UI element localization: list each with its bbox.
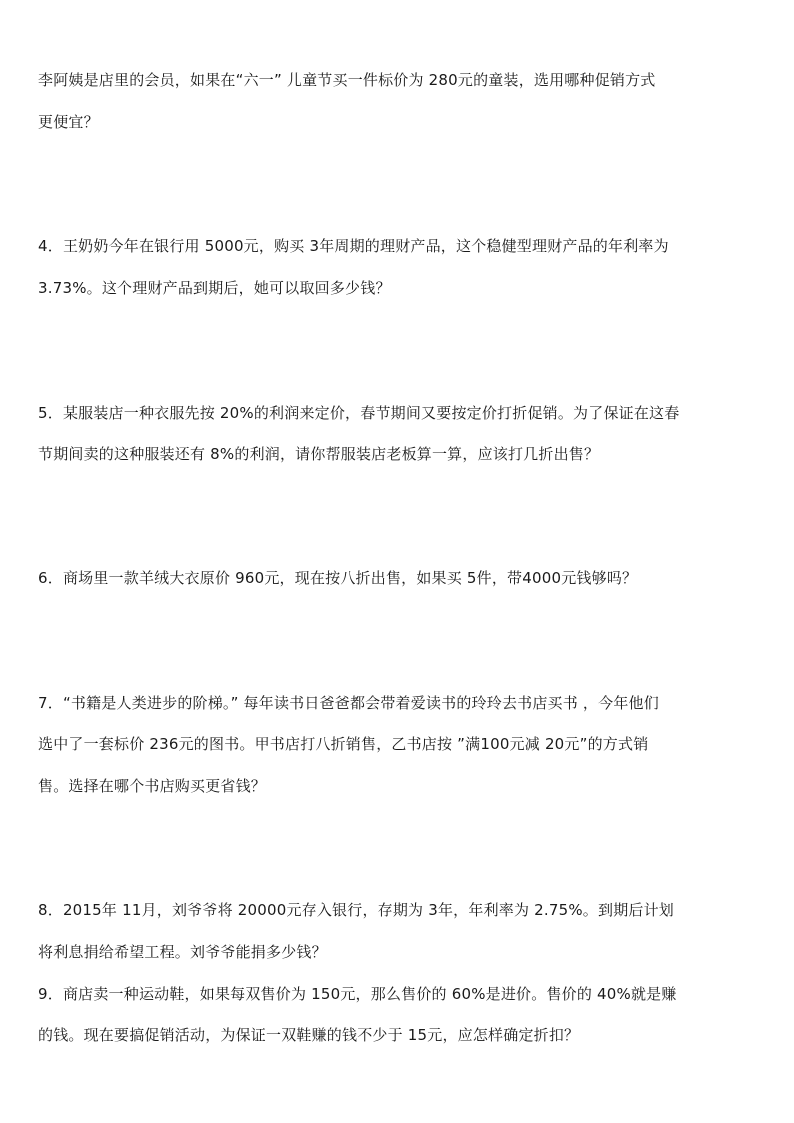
- problem-7-line-1: 7．“书籍是人类进步的阶梯。” 每年读书日爸爸都会带着爱读书的玲玲去书店买书 ，今年他们: [38, 694, 659, 712]
- problem-5-line-2: 节期间卖的这种服装还有 8%的利润，请你帮服装店老板算一算，应该打几折出售？: [38, 445, 600, 463]
- problem-8-line-1: 8．2015年 11月，刘爷爷将 20000元存入银行，存期为 3年，年利率为 2.75%。到期后计划: [38, 901, 674, 919]
- problem-5-line-1: 5．某服装店一种衣服先按 20%的利润来定价，春节期间又要按定价打折促销。为了保证在这春: [38, 404, 680, 422]
- problem-7-line-2: 选中了一套标价 236元的图书。甲书店打八折销售，乙书店按 ”满100元减 20元”的方式销: [38, 735, 649, 753]
- problem-4-line-1: 4．王奶奶今年在银行用 5000元，购买 3年周期的理财产品，这个稳健型理财产品的年利率为: [38, 237, 669, 255]
- problem-3-line-1: 李阿姨是店里的会员，如果在“六一” 儿童节买一件标价为 280元的童装，选用哪种促销方式: [38, 71, 656, 89]
- problem-9-line-1: 9．商店卖一种运动鞋，如果每双售价为 150元，那么售价的 60%是进价。售价的 40%就是赚: [38, 985, 677, 1003]
- problem-9-line-2: 的钱。现在要搞促销活动，为保证一双鞋赚的钱不少于 15元，应怎样确定折扣？: [38, 1026, 580, 1044]
- problem-4-line-2: 3.73%。这个理财产品到期后，她可以取回多少钱？: [38, 279, 391, 297]
- problem-6-line-1: 6．商场里一款羊绒大衣原价 960元，现在按八折出售，如果买 5件，带4000元钱够吗？: [38, 569, 638, 587]
- problem-8-line-2: 将利息捐给希望工程。刘爷爷能捐多少钱？: [38, 943, 327, 961]
- problem-3-line-2: 更便宜？: [38, 113, 99, 131]
- problem-7-line-3: 售。选择在哪个书店购买更省钱？: [38, 777, 267, 795]
